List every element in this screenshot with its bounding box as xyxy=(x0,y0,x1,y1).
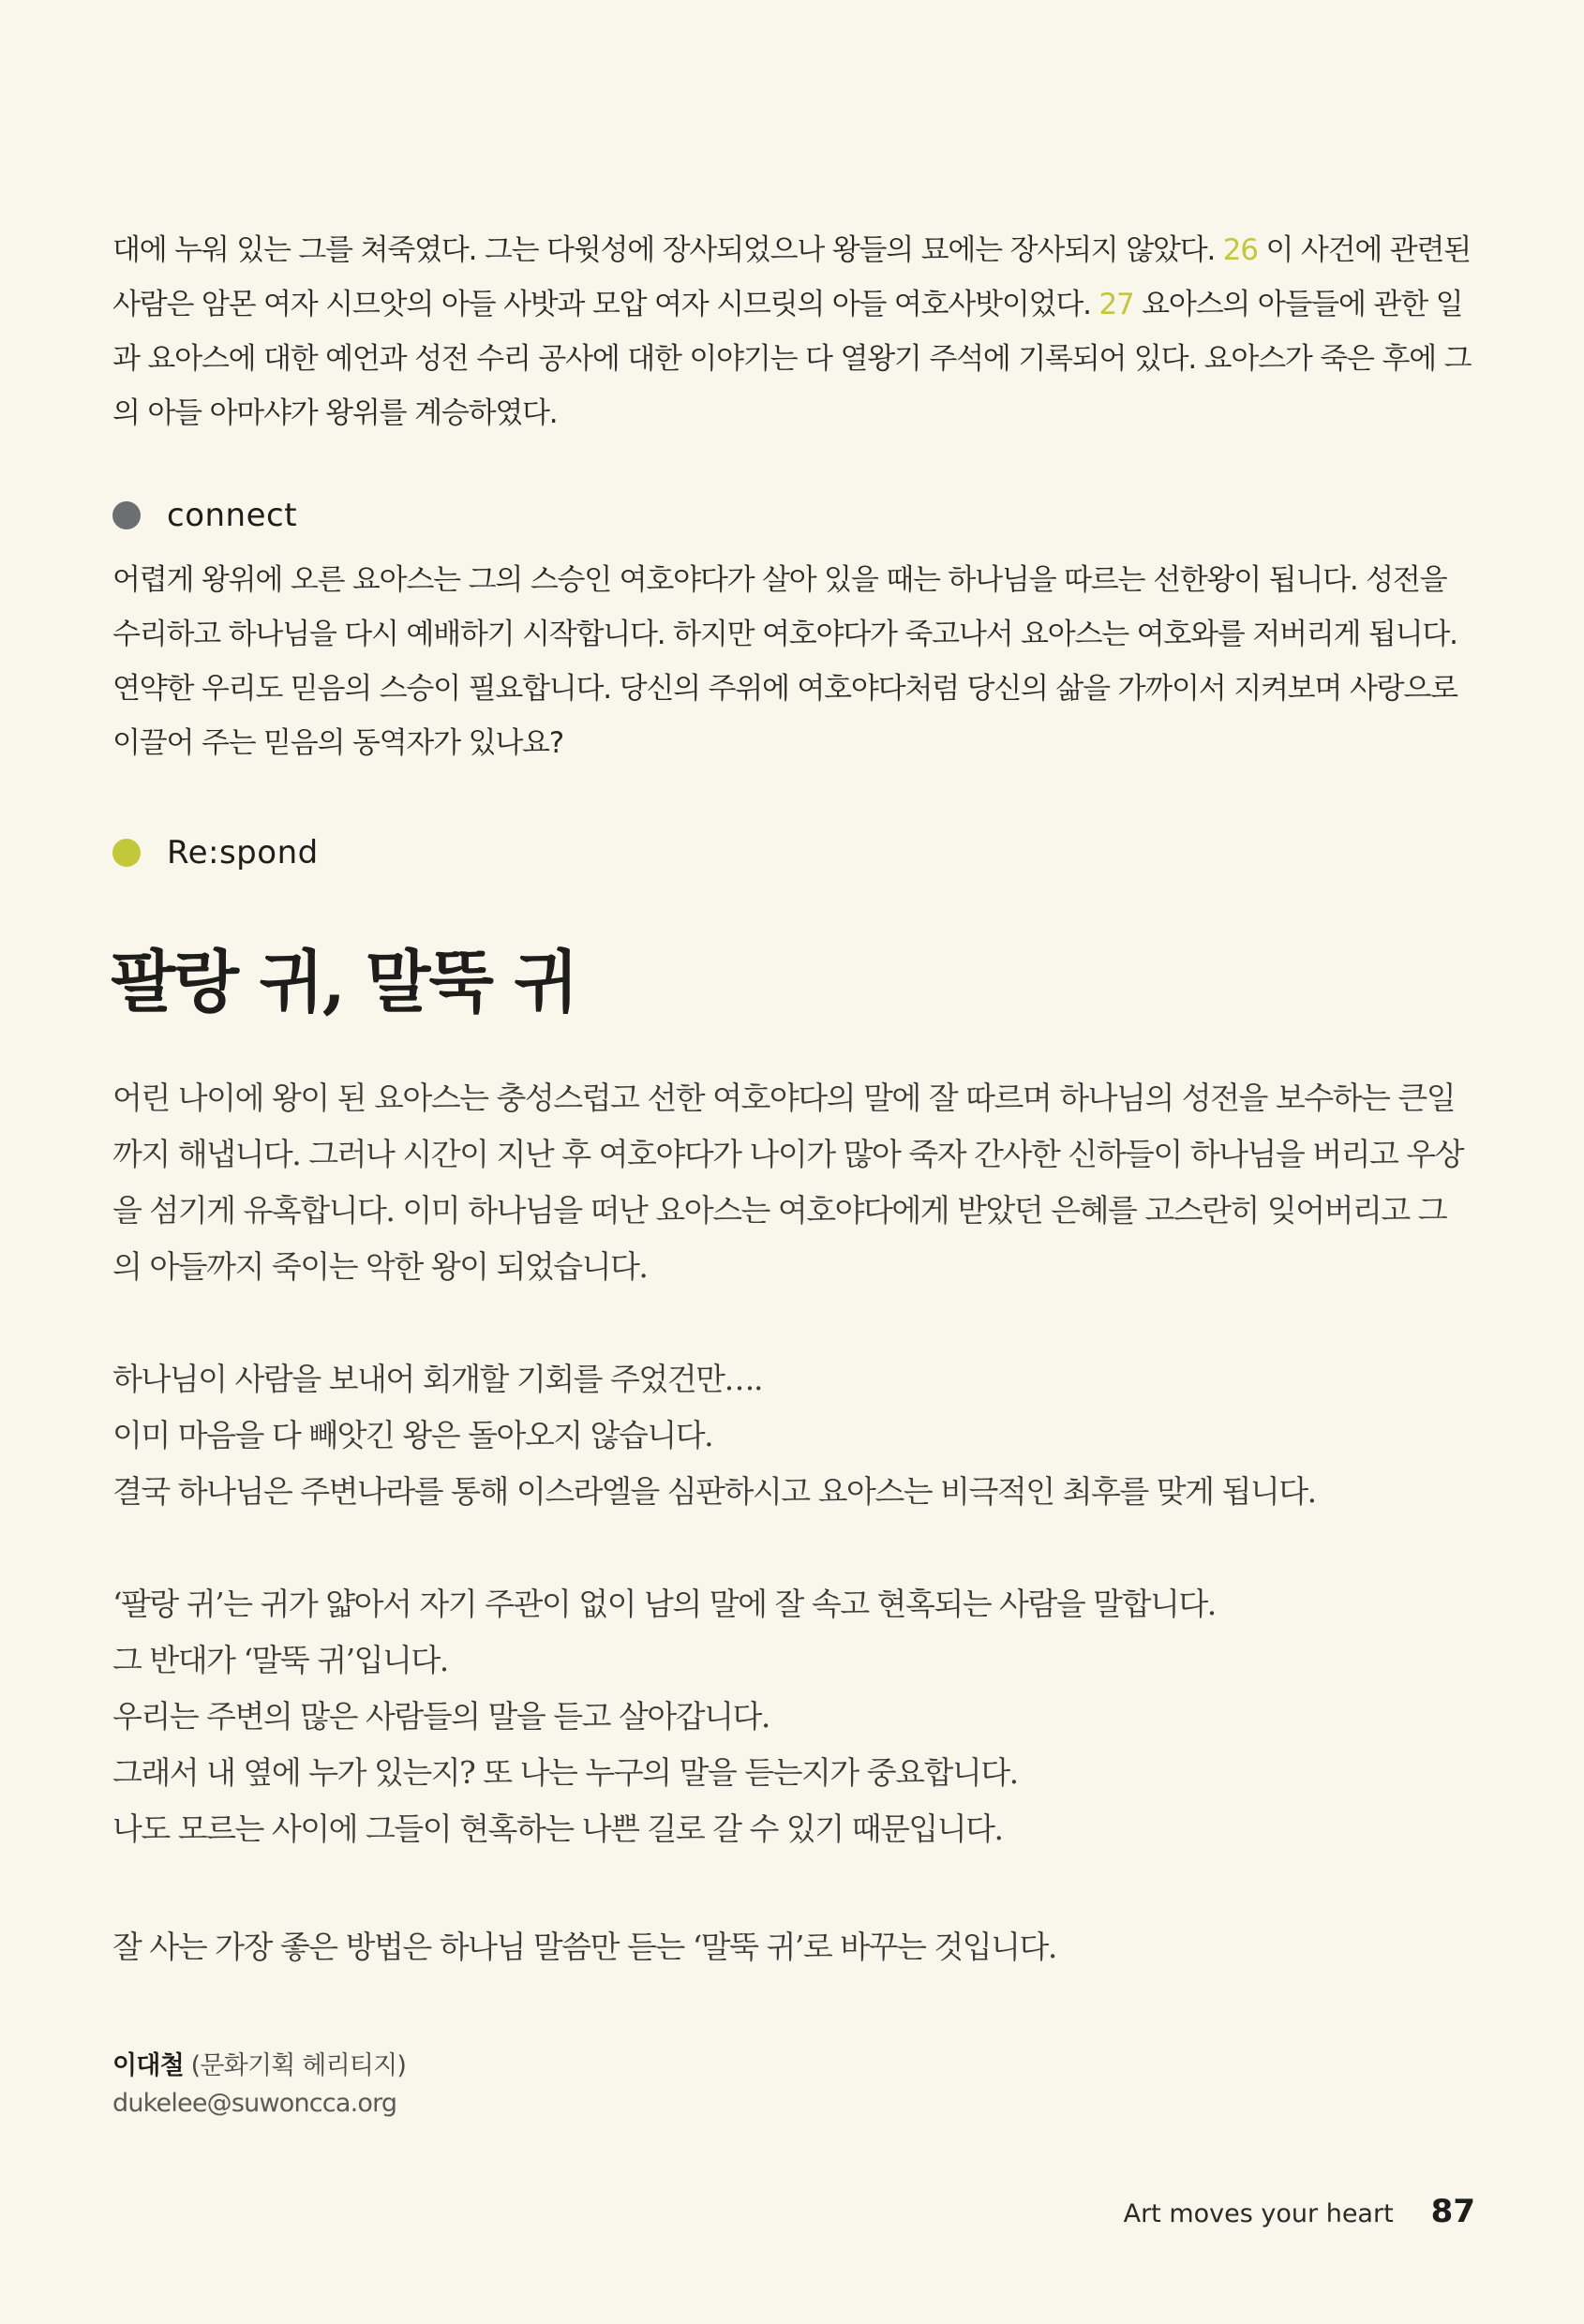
article-line: 결국 하나님은 주변나라를 통해 이스라엘을 심판하시고 요아스는 비극적인 최후를 맞게 됩니다. xyxy=(112,1473,1316,1510)
respond-bullet-icon xyxy=(112,839,141,867)
article-line: 이미 마음을 다 빼앗긴 왕은 돌아오지 않습니다. xyxy=(112,1417,713,1453)
article-line: 우리는 주변의 많은 사람들의 말을 듣고 살아갑니다. xyxy=(112,1698,770,1735)
scripture-part-1: 대에 누워 있는 그를 쳐죽였다. 그는 다윗성에 장사되었으나 왕들의 묘에는 장사되지 않았다. xyxy=(112,233,1223,267)
scripture-part-2: 이 사건에 관련된 사람은 암몬 여자 시므앗의 아들 사밧과 모압 여자 시므릿의 아들 여호사밧이었다. xyxy=(112,233,1471,321)
page-number: 87 xyxy=(1430,2193,1475,2230)
author-email[interactable]: dukelee@suwoncca.org xyxy=(112,2089,397,2118)
article-paragraph-2 xyxy=(112,1351,1472,1520)
article-line: 그 반대가 ‘말뚝 귀’입니다. xyxy=(112,1642,448,1678)
scripture-part-3: 요아스의 아들들에 관한 일과 요아스에 대한 예언과 성전 수리 공사에 대한 이야기는 다 열왕기 주석에 기록되어 있다. 요아스가 죽은 후에 그의 아들 아마샤가 왕위를 계승하였다. xyxy=(112,288,1472,430)
article-line: ‘팔랑 귀’는 귀가 얇아서 자기 주관이 없이 남의 말에 잘 속고 현혹되는 사람을 말합니다. xyxy=(112,1586,1216,1622)
article-line: 하나님이 사람을 보내어 회개할 기회를 주었건만…. xyxy=(112,1361,762,1397)
footer-tagline: Art moves your heart xyxy=(1123,2199,1394,2228)
author-block xyxy=(112,2048,406,2123)
connect-bullet-icon xyxy=(112,501,141,529)
article-title: 팔랑 귀, 말뚝 귀 xyxy=(111,942,577,1021)
verse-number-27: 27 xyxy=(1098,288,1134,321)
connect-body: 어렵게 왕위에 오른 요아스는 그의 스승인 여호야다가 살아 있을 때는 하나님을 따르는 선한왕이 됩니다. 성전을 수리하고 하나님을 다시 예배하기 시작합니다. 하지만 여호야다가 죽고나서 요아스는 여호와를 저버리게 됩니다. 연약한 우리도 믿음의 스승이 필요합니다. 당신의 주위에 여호야다처럼 당신의 삶을 가까이서 지켜보며 사랑으로 이끌어 주는 믿음의 동역자가 있나요? xyxy=(112,563,1457,760)
article-line: 나도 모르는 사이에 그들이 현혹하는 나쁜 길로 갈 수 있기 때문입니다. xyxy=(112,1810,1003,1847)
author-name: 이대철 xyxy=(112,2051,184,2080)
article-paragraph-4: 잘 사는 가장 좋은 방법은 하나님 말씀만 듣는 ‘말뚝 귀’로 바꾸는 것입니다. xyxy=(112,1929,1056,1965)
connect-heading xyxy=(112,497,297,534)
respond-label: Re:spond xyxy=(167,834,319,872)
article-paragraph-1: 어린 나이에 왕이 된 요아스는 충성스럽고 선한 여호야다의 말에 잘 따르며 하나님의 성전을 보수하는 큰일까지 해냅니다. 그러나 시간이 지난 후 여호야다가 나이가 많아 죽자 간사한 신하들이 하나님을 버리고 우상을 섬기게 유혹합니다. 이미 하나님을 떠난 요아스는 여호야다에게 받았던 은혜를 고스란히 잊어버리고 그의 아들까지 죽이는 악한 왕이 되었습니다. xyxy=(112,1080,1464,1285)
respond-heading xyxy=(112,834,319,872)
article-line: 그래서 내 옆에 누가 있는지? 또 나는 누구의 말을 듣는지가 중요합니다. xyxy=(112,1754,1018,1791)
author-line xyxy=(112,2048,406,2085)
author-role: (문화기획 헤리티지) xyxy=(183,2051,407,2080)
verse-number-26: 26 xyxy=(1222,233,1258,267)
scripture-text xyxy=(112,223,1472,440)
article-paragraph-3 xyxy=(112,1576,1472,1857)
page-footer xyxy=(1124,2193,1475,2230)
connect-label: connect xyxy=(167,497,298,534)
